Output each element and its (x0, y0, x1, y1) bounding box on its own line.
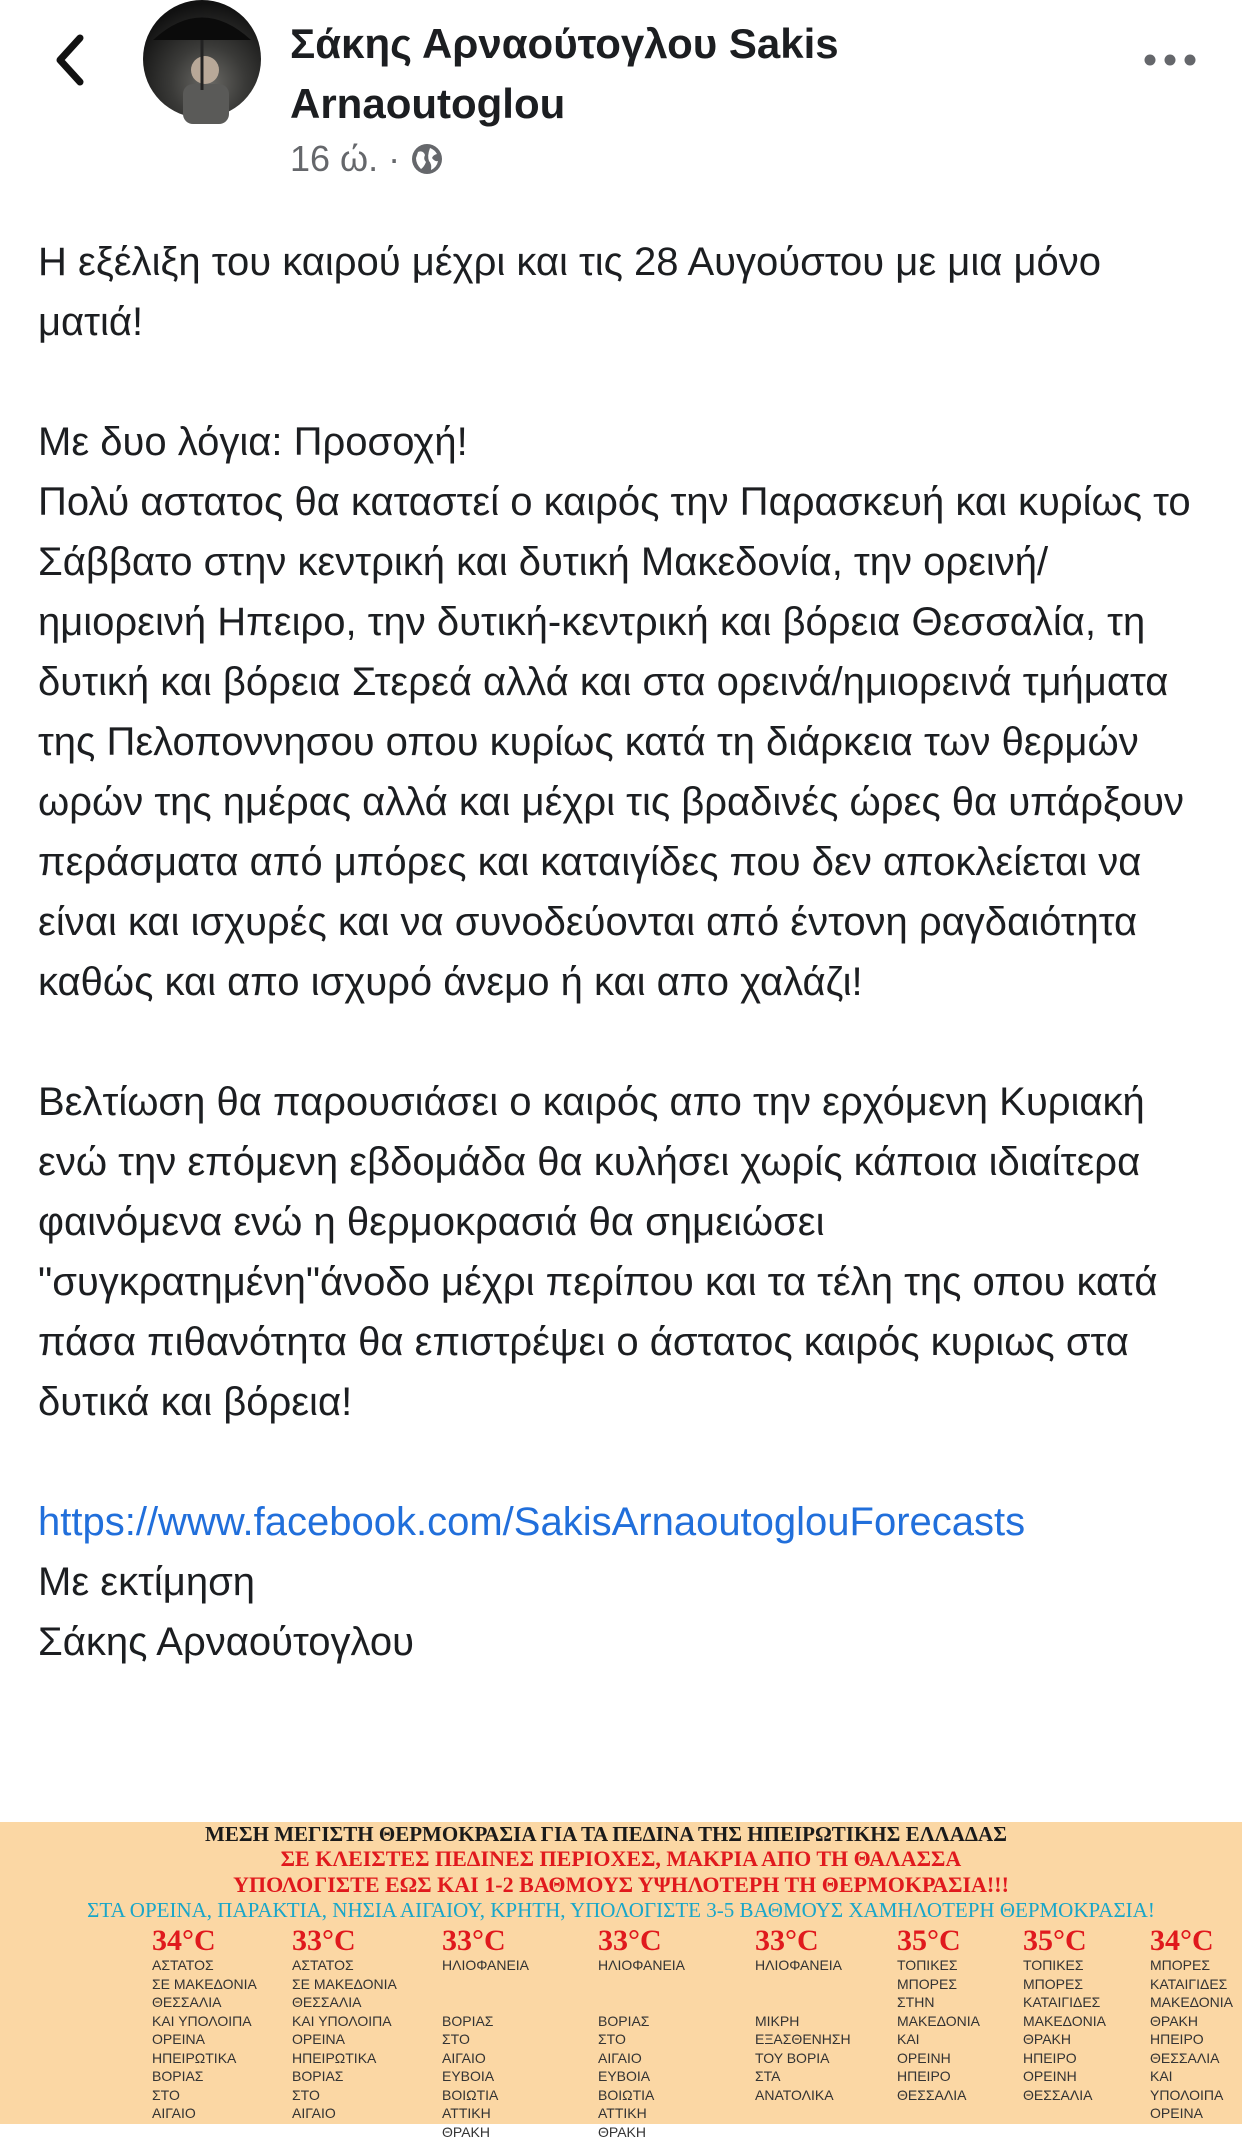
day-temperature: 33°C (292, 1924, 356, 1957)
day-temperature: 35°C (1023, 1924, 1087, 1957)
day-temperature: 33°C (598, 1924, 662, 1957)
post-paragraph: Με δυο λόγια: Προσοχή! Πολύ αστατος θα καταστεί ο καιρός την Παρασκευή και κυρίως το Σάββατο στην κεντρική και δυτική Μακεδονία, την ορεινή/ημιορεινή Ηπειρο, την δυτική-κεντρική και βόρεια Θεσσαλία, τη δυτική και βόρεια Στερεά αλλά και στα ορεινά/ημιορεινά τμήματα της Πελοποννησου οπου κυρίως κατά τη διάρκεια των θερμών ωρών της ημέρας αλλά και μέχρι τις βραδινές ώρες θα υπάρξουν περάσματα από μπόρες και καταιγίδες που δεν αποκλείεται να είναι και ισχυρές και να συνοδεύονται από έντονη ραγδαιότητα καθώς και απο ισχυρό άνεμο ή και απο χαλάζι! (38, 420, 1191, 1004)
forecast-day (442, 1926, 582, 2141)
avatar[interactable] (143, 0, 261, 118)
forecast-day (1023, 1926, 1163, 2104)
forecast-subtitle-2: ΥΠΟΛΟΓΙΣΤΕ ΕΩΣ ΚΑΙ 1-2 ΒΑΘΜΟΥΣ ΥΨΗΛΟΤΕΡΗ ΤΗ ΘΕΡΜΟΚΡΑΣΙΑ!!! (233, 1872, 1009, 1897)
forecast-page-link[interactable]: https://www.facebook.com/SakisArnaoutoglouForecasts (38, 1500, 1026, 1544)
day-description: ΜΠΟΡΕΣ ΚΑΤΑΙΓΙΔΕΣ ΜΑΚΕΔΟΝΙΑ ΘΡΑΚΗ ΗΠΕΙΡΟ ΘΕΣΣΑΛΙΑ ΚΑΙ ΥΠΟΛΟΙΠΑ ΟΡΕΙΝΑ (1150, 1957, 1233, 2121)
post-paragraph: Η εξέλιξη του καιρού μέχρι και τις 28 Αυγούστου με μια μόνο ματιά! (38, 240, 1101, 344)
day-description: ΗΛΙΟΦΑΝΕΙΑ ΒΟΡΙΑΣ ΣΤΟ ΑΙΓΑΙΟ ΕΥΒΟΙΑ ΒΟΙΩΤΙΑ ΑΤΤΙΚΗ ΘΡΑΚΗ (598, 1957, 686, 2140)
forecast-day (292, 1926, 432, 2123)
forecast-day (755, 1926, 895, 2104)
meta-separator: · (388, 138, 401, 179)
forecast-day (598, 1926, 738, 2141)
signature-text: Σάκης Αρναούτογλου (38, 1620, 414, 1664)
day-temperature: 33°C (755, 1924, 819, 1957)
forecast-image[interactable] (0, 1822, 1242, 2140)
post-header (0, 0, 1242, 200)
post-paragraph: Βελτίωση θα παρουσιάσει ο καιρός απο την ερχόμενη Κυριακή ενώ την επόμενη εβδομάδα θα κυλήσει χωρίς κάποια ιδιαίτερα φαινόμενα ενώ η θερμοκρασιά θα σημειώσει "συγκρατημένη"άνοδο μέχρι περίπου και τα τέλη της οπου κατά πάσα πιθανότητα θα επιστρέψει ο άστατος καιρός κυριως στα δυτικά και βόρεια! (38, 1080, 1158, 1424)
day-temperature: 34°C (1150, 1924, 1214, 1957)
forecast-note: ΣΤΑ ΟΡΕΙΝΑ, ΠΑΡΑΚΤΙΑ, ΝΗΣΙΑ ΑΙΓΑΙΟΥ, ΚΡΗΤΗ, ΥΠΟΛΟΓΙΣΤΕ 3-5 ΒΑΘΜΟΥΣ ΧΑΜΗΛΟΤΕΡΗ ΘΕΡΜΟΚΡΑΣΙΑ! (87, 1898, 1155, 1922)
closing-text: Με εκτίμηση (38, 1560, 256, 1604)
forecast-day (152, 1926, 292, 2123)
forecast-day (897, 1926, 1037, 2104)
post-time: 16 ώ. (290, 138, 379, 179)
forecast-day (1150, 1926, 1242, 2123)
day-description: ΑΣΤΑΤΟΣ ΣΕ ΜΑΚΕΔΟΝΙΑ ΘΕΣΣΑΛΙΑ ΚΑΙ ΥΠΟΛΟΙΠΑ ΟΡΕΙΝΑ ΗΠΕΙΡΩΤΙΚΑ ΒΟΡΙΑΣ ΣΤΟ ΑΙΓΑΙΟ (292, 1957, 397, 2121)
forecast-subtitle-1: ΣΕ ΚΛΕΙΣΤΕΣ ΠΕΔΙΝΕΣ ΠΕΡΙΟΧΕΣ, ΜΑΚΡΙΑ ΑΠΟ ΤΗ ΘΑΛΑΣΣΑ (280, 1846, 962, 1871)
day-temperature: 34°C (152, 1924, 216, 1957)
day-description: ΗΛΙΟΦΑΝΕΙΑ ΒΟΡΙΑΣ ΣΤΟ ΑΙΓΑΙΟ ΕΥΒΟΙΑ ΒΟΙΩΤΙΑ ΑΤΤΙΚΗ ΘΡΑΚΗ (442, 1957, 530, 2140)
day-description: ΗΛΙΟΦΑΝΕΙΑ ΜΙΚΡΗ ΕΞΑΣΘΕΝΗΣΗ ΤΟΥ ΒΟΡΙΑ ΣΤΑ ΑΝΑΤΟΛΙΚΑ (755, 1957, 851, 2103)
day-description: ΤΟΠΙΚΕΣ ΜΠΟΡΕΣ ΣΤΗΝ ΜΑΚΕΔΟΝΙΑ ΚΑΙ ΟΡΕΙΝΗ ΗΠΕΙΡΟ ΘΕΣΣΑΛΙΑ (897, 1957, 980, 2103)
day-temperature: 35°C (897, 1924, 961, 1957)
author-name[interactable]: Σάκης Αρναούτογλου Sakis Arnaoutoglou (290, 20, 839, 127)
globe-icon (410, 142, 444, 176)
more-horizontal-icon[interactable] (1140, 50, 1200, 70)
day-description: ΑΣΤΑΤΟΣ ΣΕ ΜΑΚΕΔΟΝΙΑ ΘΕΣΣΑΛΙΑ ΚΑΙ ΥΠΟΛΟΙΠΑ ΟΡΕΙΝΑ ΗΠΕΙΡΩΤΙΚΑ ΒΟΡΙΑΣ ΣΤΟ ΑΙΓΑΙΟ (152, 1957, 257, 2121)
day-description: ΤΟΠΙΚΕΣ ΜΠΟΡΕΣ ΚΑΤΑΙΓΙΔΕΣ ΜΑΚΕΔΟΝΙΑ ΘΡΑΚΗ ΗΠΕΙΡΟ ΟΡΕΙΝΗ ΘΕΣΣΑΛΙΑ (1023, 1957, 1106, 2103)
post-text (38, 232, 1208, 1672)
day-temperature: 33°C (442, 1924, 506, 1957)
forecast-title: ΜΕΣΗ ΜΕΓΙΣΤΗ ΘΕΡΜΟΚΡΑΣΙΑ ΓΙΑ ΤΑ ΠΕΔΙΝΑ ΤΗΣ ΗΠΕΙΡΩΤΙΚΗΣ ΕΛΛΑΔΑΣ (205, 1822, 1007, 1846)
chevron-left-icon[interactable] (50, 30, 90, 90)
post-meta (290, 138, 444, 180)
